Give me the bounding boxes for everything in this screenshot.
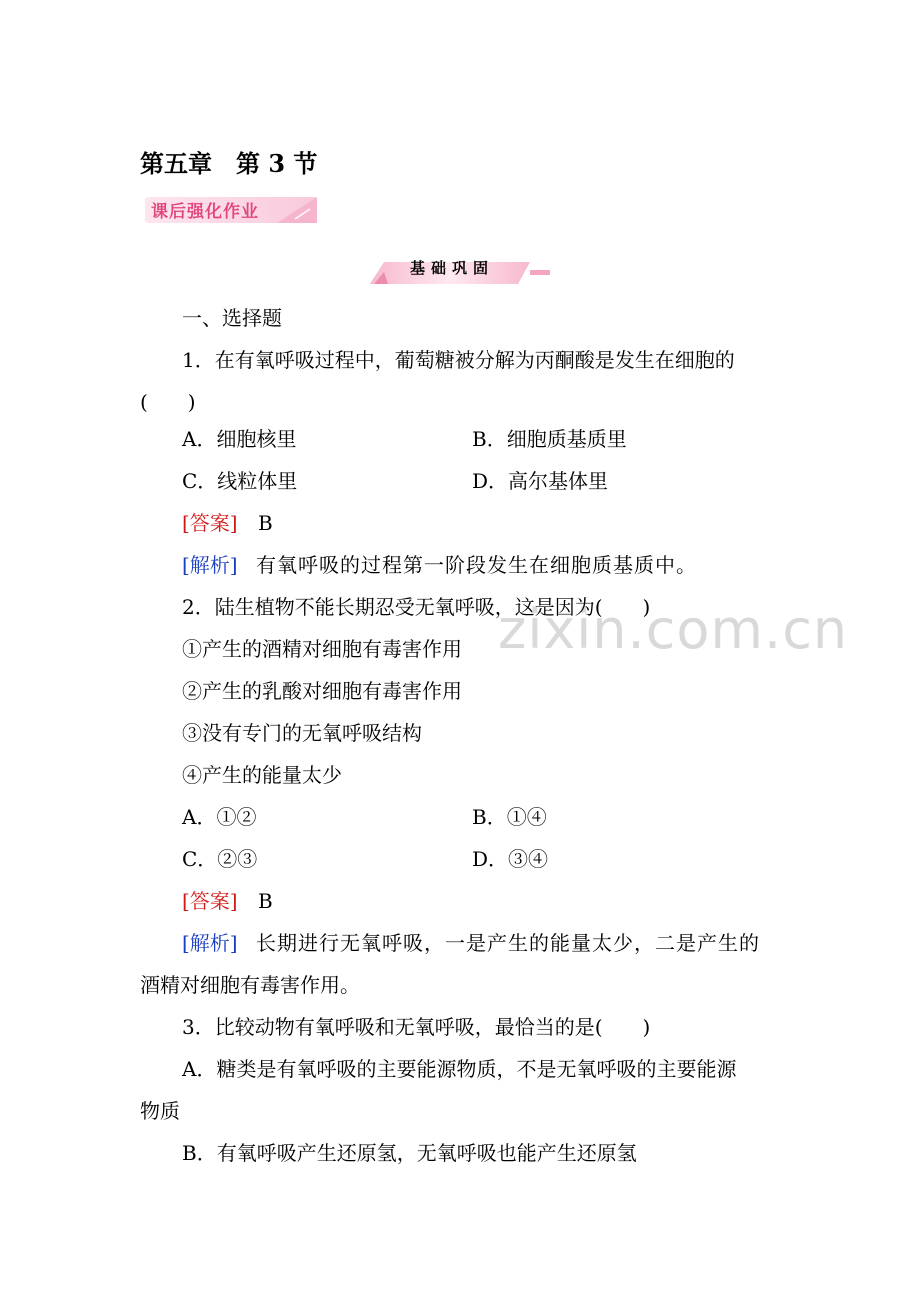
- badge-label: 课后强化作业: [151, 202, 259, 222]
- q1-answer-row: [182, 510, 273, 536]
- section-banner: [370, 254, 552, 288]
- q1-option-c: C．线粒体里: [182, 469, 298, 493]
- part-heading: 一、选择题: [182, 306, 282, 330]
- q2-stem: 2．陆生植物不能长期忍受无氧呼吸，这是因为( ): [182, 595, 651, 619]
- q2-answer-row: [182, 888, 273, 914]
- q2-option-d: D．③④: [472, 847, 549, 871]
- q1-analysis-row: [182, 552, 697, 578]
- q2-answer: B: [257, 889, 273, 913]
- q3-option-a-line2: 物质: [140, 1099, 180, 1123]
- section-label: 基础巩固: [410, 259, 495, 277]
- q2-option-a: A．①②: [182, 805, 257, 829]
- q1-stem-line1: 1．在有氧呼吸过程中，葡萄糖被分解为丙酮酸是发生在细胞的: [182, 348, 735, 372]
- q3-option-b: B．有氧呼吸产生还原氢，无氧呼吸也能产生还原氢: [182, 1141, 637, 1165]
- q2-item-1: ①产生的酒精对细胞有毒害作用: [182, 637, 462, 661]
- q1-option-d: D．高尔基体里: [472, 469, 609, 493]
- q2-analysis-line2: 酒精对细胞有毒害作用。: [140, 973, 360, 997]
- q1-stem-line2: ( ): [140, 390, 196, 414]
- q3-option-a-line1: A．糖类是有氧呼吸的主要能源物质，不是无氧呼吸的主要能源: [182, 1057, 737, 1081]
- q2-option-b: B．①④: [472, 805, 547, 829]
- q2-analysis-tag: [解析]: [182, 931, 238, 955]
- q1-analysis-tag: [解析]: [182, 553, 238, 577]
- q2-analysis-line1: 长期进行无氧呼吸，一是产生的能量太少，二是产生的: [255, 931, 760, 955]
- q2-item-3: ③没有专门的无氧呼吸结构: [182, 721, 422, 745]
- q2-item-2: ②产生的乳酸对细胞有毒害作用: [182, 679, 462, 703]
- q2-answer-tag: [答案]: [182, 889, 238, 913]
- q1-analysis: 有氧呼吸的过程第一阶段发生在细胞质基质中。: [255, 553, 697, 577]
- q1-option-b: B．细胞质基质里: [472, 427, 627, 451]
- q1-answer-tag: [答案]: [182, 511, 238, 535]
- homework-badge: [145, 193, 320, 227]
- q1-answer: B: [257, 511, 273, 535]
- site-watermark: zixin.com.cn: [498, 598, 849, 661]
- q2-item-4: ④产生的能量太少: [182, 763, 342, 787]
- q1-option-a: A．细胞核里: [182, 427, 297, 451]
- q2-analysis-row: [182, 930, 760, 956]
- chapter-title: 第五章 第 3 节: [140, 149, 318, 178]
- q2-option-c: C．②③: [182, 847, 258, 871]
- q3-stem: 3．比较动物有氧呼吸和无氧呼吸，最恰当的是( ): [182, 1015, 651, 1039]
